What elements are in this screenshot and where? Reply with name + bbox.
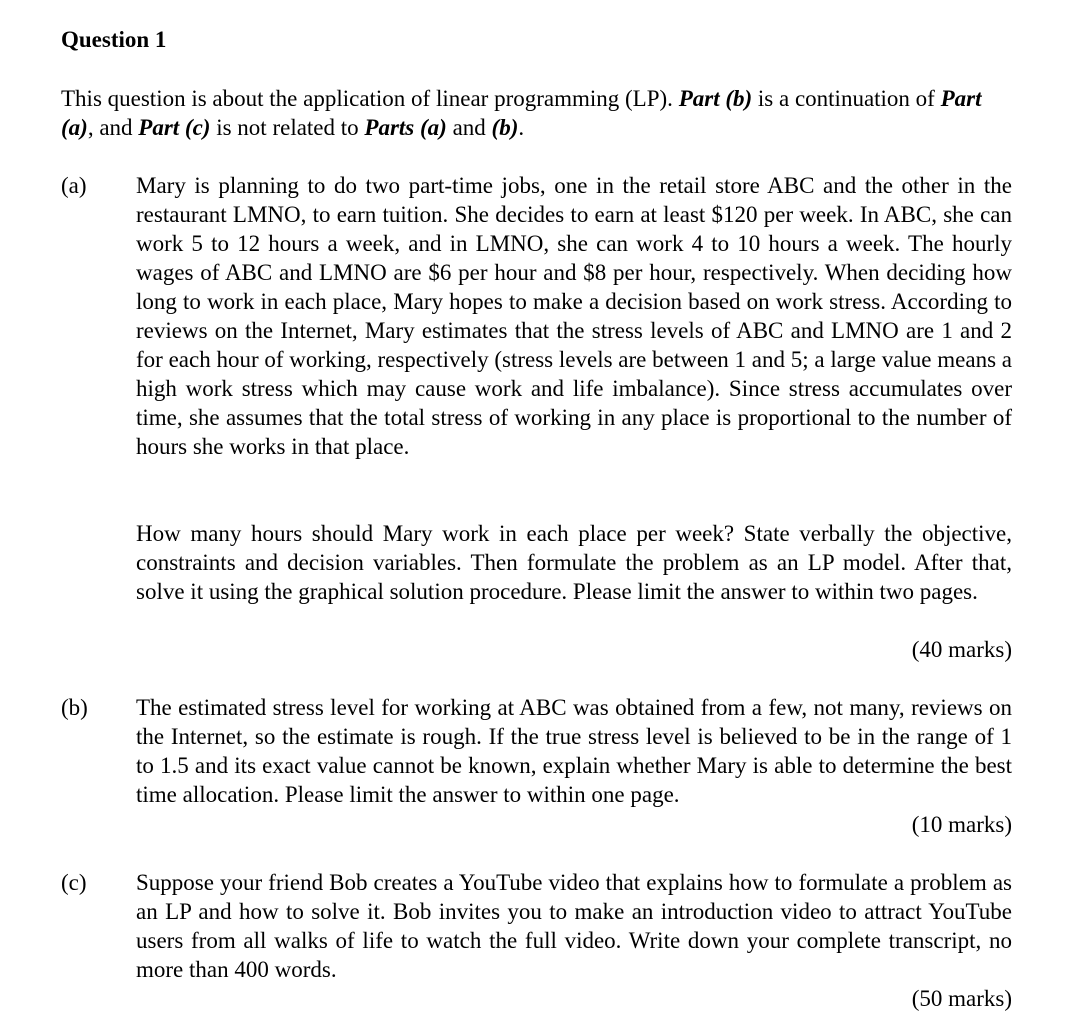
intro-part-c-ref: Part (c) xyxy=(138,115,211,140)
intro-paragraph xyxy=(61,84,1011,142)
intro-text-4: is not related to xyxy=(210,115,365,140)
intro-part-b-ref: Part (b) xyxy=(678,86,753,111)
part-a-label: (a) xyxy=(61,173,87,198)
intro-text-2: is a continuation of xyxy=(752,86,941,111)
intro-text-6: . xyxy=(518,115,525,140)
intro-part-a-ref: Part (a) xyxy=(61,86,982,140)
intro-text-3: , and xyxy=(87,115,139,140)
part-b-marks: (10 marks) xyxy=(911,812,1012,837)
intro-text-5: and xyxy=(446,115,492,140)
part-a-paragraph-2: How many hours should Mary work in each place per week? State verbally the objective, constraints and decision variables. Then formulate the problem as an LP model. After that, solve it using the graphical solution procedure. Please limit the answer to within two pages. xyxy=(136,521,1012,604)
intro-part-b2-ref: (b) xyxy=(491,115,519,140)
question-title: Question 1 xyxy=(61,27,167,52)
part-c-marks: (50 marks) xyxy=(911,986,1012,1011)
intro-text-1: This question is about the application of linear programming (LP). xyxy=(61,86,679,111)
part-c-label: (c) xyxy=(61,870,87,895)
intro-parts-a-ref: Parts (a) xyxy=(364,115,447,140)
part-a-marks: (40 marks) xyxy=(911,637,1012,662)
part-b-label: (b) xyxy=(61,695,88,720)
part-a-paragraph-1: Mary is planning to do two part-time jobs, one in the retail store ABC and the other in the restaurant LMNO, to earn tuition. She decides to earn at least $120 per week. In ABC, she can work 5 to 12 hours a week, and in LMNO, she can work 4 to 10 hours a week. The hourly wages of ABC and LMNO are $6 per hour and $8 per hour, respectively. When deciding how long to work in each place, Mary hopes to make a decision based on work stress. According to reviews on the Internet, Mary estimates that the stress levels of ABC and LMNO are 1 and 2 for each hour of working, respectively (stress levels are between 1 and 5; a large value means a high work stress which may cause work and life imbalance). Since stress accumulates over time, she assumes that the total stress of working in any place is proportional to the number of hours she works in that place. xyxy=(136,173,1012,459)
part-b-paragraph: The estimated stress level for working at ABC was obtained from a few, not many, reviews on the Internet, so the estimate is rough. If the true stress level is believed to be in the range of 1 to 1.5 and its exact value cannot be known, explain whether Mary is able to determine the best time allocation. Please limit the answer to within one page. xyxy=(136,695,1012,807)
part-c-paragraph: Suppose your friend Bob creates a YouTube video that explains how to formulate a problem as an LP and how to solve it. Bob invites you to make an introduction video to attract YouTube users from all walks of life to watch the full video. Write down your complete transcript, no more than 400 words. xyxy=(136,870,1012,982)
